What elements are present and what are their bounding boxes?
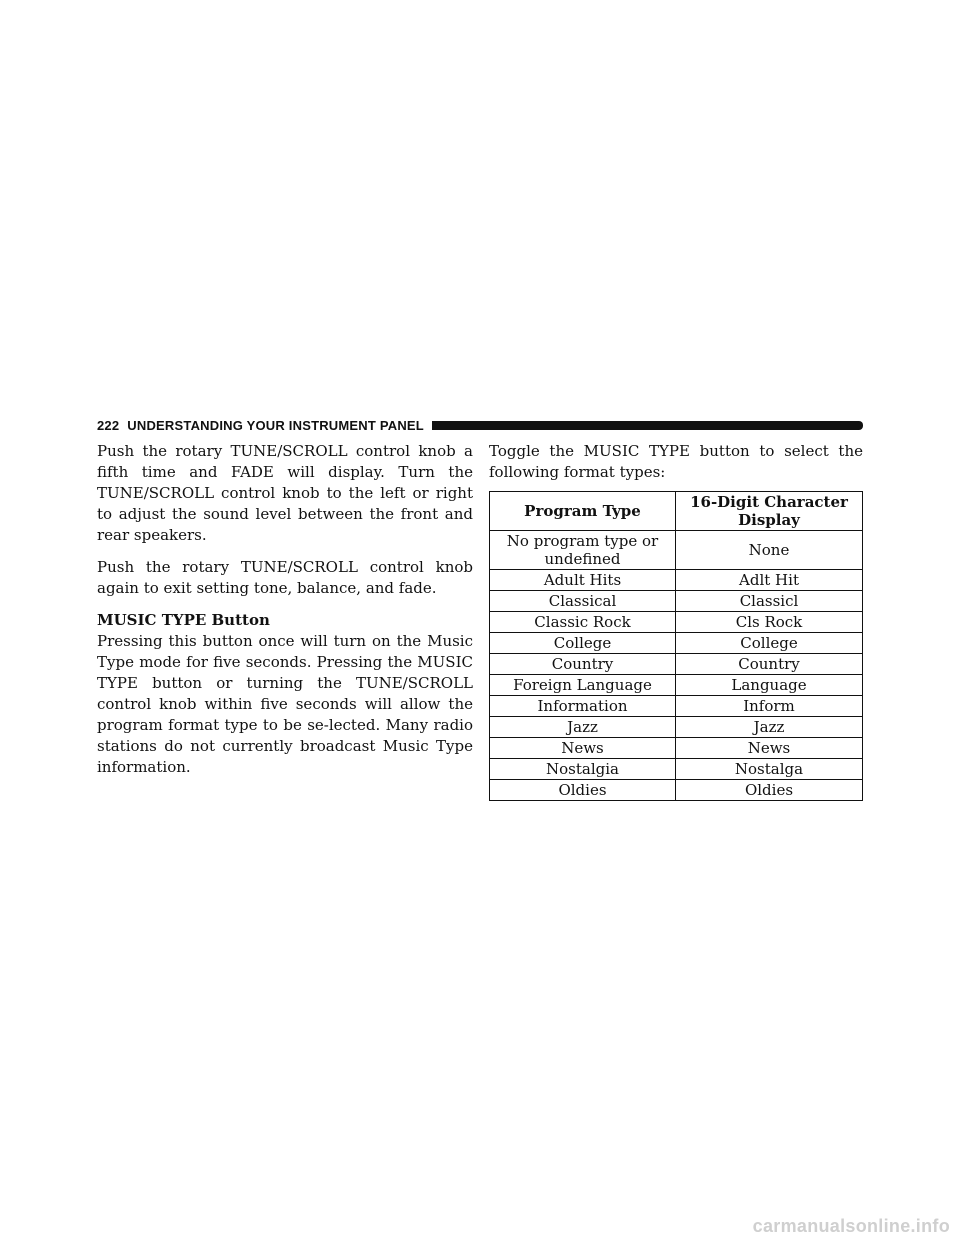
display-cell: News: [676, 738, 863, 759]
table-row: [490, 696, 863, 717]
table-row: [490, 738, 863, 759]
display-cell: None: [676, 531, 863, 570]
program-type-cell: Classic Rock: [490, 612, 676, 633]
section-title: UNDERSTANDING YOUR INSTRUMENT PANEL: [127, 418, 424, 433]
paragraph-exit-setting: Push the rotary TUNE/SCROLL control knob again to exit setting tone, balance, and fade.: [97, 558, 473, 597]
table-row: [490, 654, 863, 675]
program-type-cell: Foreign Language: [490, 675, 676, 696]
display-cell: Adlt Hit: [676, 570, 863, 591]
display-cell: Nostalga: [676, 759, 863, 780]
display-cell: Cls Rock: [676, 612, 863, 633]
table-row: [490, 759, 863, 780]
header-rule: [432, 421, 863, 430]
watermark: carmanualsonline.info: [752, 1216, 950, 1236]
table-row: [490, 675, 863, 696]
display-cell: Oldies: [676, 780, 863, 801]
program-type-cell: Classical: [490, 591, 676, 612]
display-cell: Inform: [676, 696, 863, 717]
page-header: [97, 417, 863, 434]
table-row: [490, 591, 863, 612]
page-number: 222: [97, 418, 120, 433]
table-row: [490, 633, 863, 654]
header-program-type: Program Type: [490, 492, 676, 531]
display-cell: Classicl: [676, 591, 863, 612]
display-cell: Language: [676, 675, 863, 696]
program-type-cell: Information: [490, 696, 676, 717]
table-row: [490, 531, 863, 570]
table-row: [490, 612, 863, 633]
table-intro: Toggle the MUSIC TYPE button to select the following format types:: [489, 442, 863, 481]
table-row: [490, 780, 863, 801]
display-cell: Country: [676, 654, 863, 675]
program-type-cell: Country: [490, 654, 676, 675]
table-row: [490, 717, 863, 738]
left-column: [97, 441, 473, 789]
program-type-cell: Nostalgia: [490, 759, 676, 780]
header-character-display: 16-Digit Character Display: [676, 492, 863, 531]
program-type-cell: Adult Hits: [490, 570, 676, 591]
program-type-cell: Oldies: [490, 780, 676, 801]
display-cell: College: [676, 633, 863, 654]
program-type-cell: College: [490, 633, 676, 654]
music-type-table: [489, 491, 863, 801]
right-column: [489, 441, 863, 801]
display-cell: Jazz: [676, 717, 863, 738]
program-type-cell: News: [490, 738, 676, 759]
program-type-cell: No program type or undefined: [490, 531, 676, 570]
program-type-cell: Jazz: [490, 717, 676, 738]
table-header-row: [490, 492, 863, 531]
music-type-heading: MUSIC TYPE Button: [97, 611, 270, 629]
paragraph-music-type: Pressing this button once will turn on the Music Type mode for five seconds. Pressing the MUSIC TYPE button or turning the TUNE/SCROLL control knob within five seconds will allow the program format type to be se-lected. Many radio stations do not currently broadcast Music Type information.: [97, 632, 473, 776]
table-row: [490, 570, 863, 591]
paragraph-fade: Push the rotary TUNE/SCROLL control knob a fifth time and FADE will display. Turn the TUNE/SCROLL control knob to the left or right to adjust the sound level between the front and rear speakers.: [97, 442, 473, 544]
